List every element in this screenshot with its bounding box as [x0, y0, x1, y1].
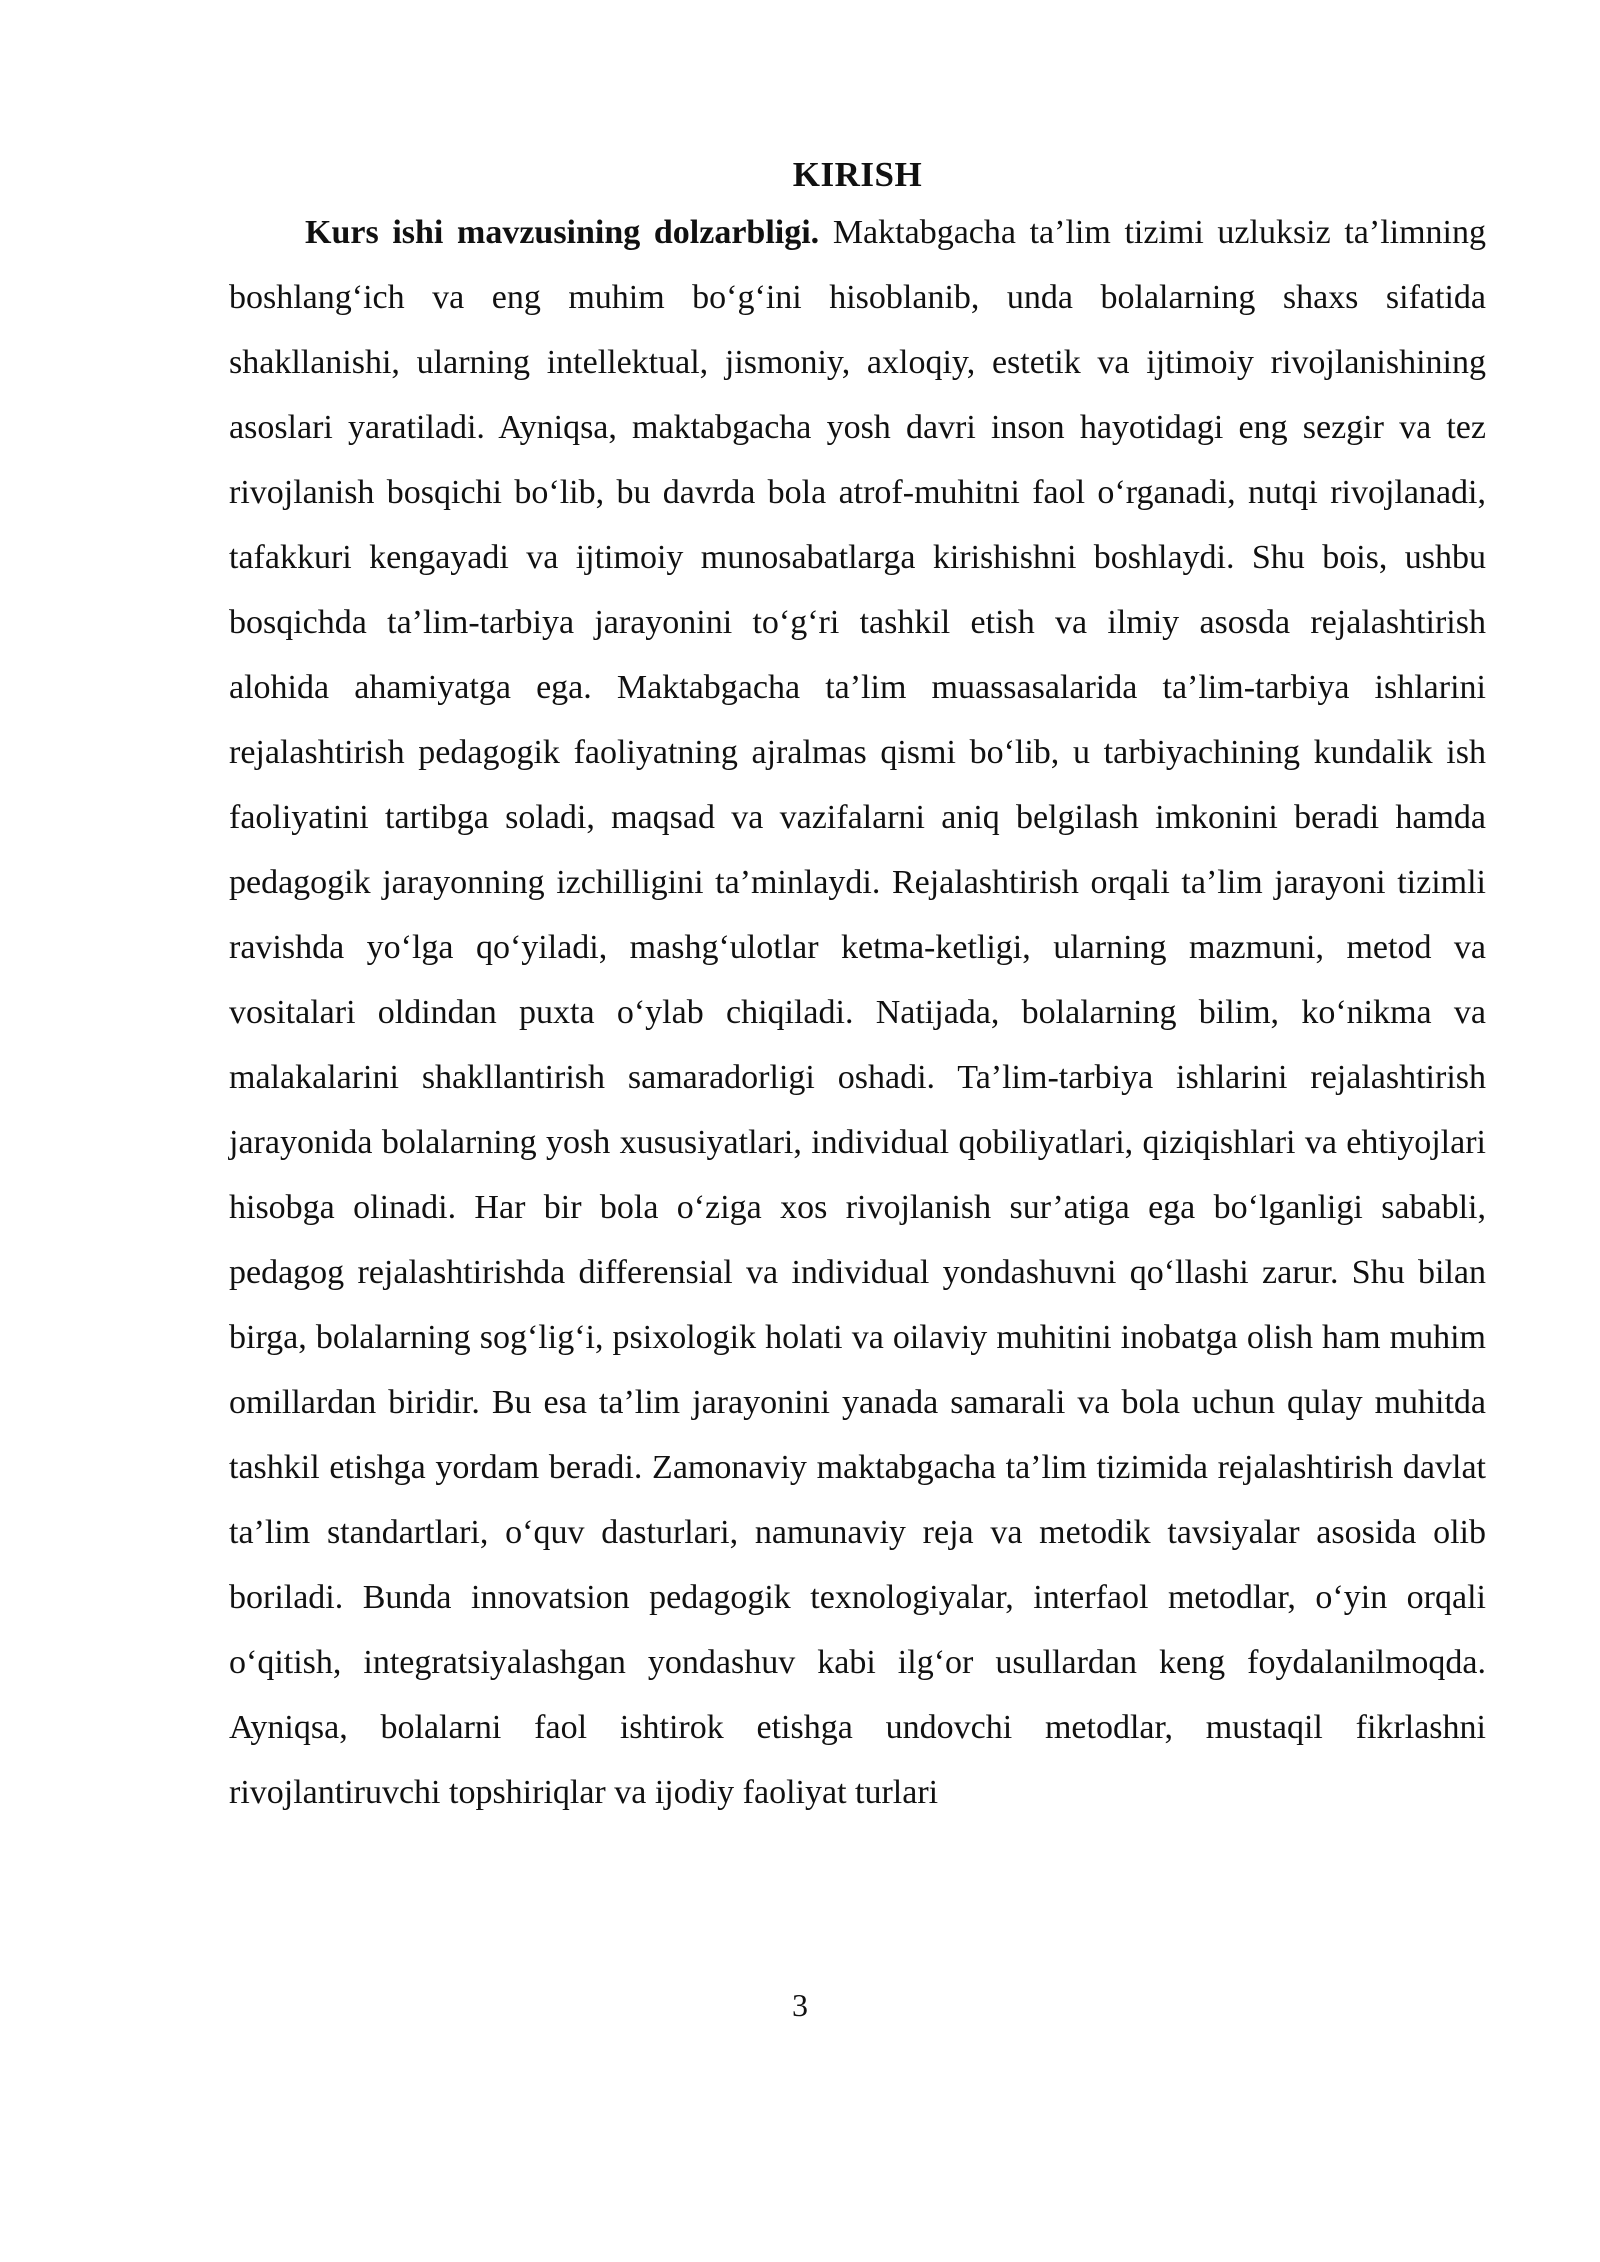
- paragraph-text: Maktabgacha ta’lim tizimi uzluksiz ta’limning boshlang‘ich va eng muhim bo‘g‘ini hisoblanib, unda bolalarning shaxs sifatida shakllanishi, ularning intellektual, jismoniy, axloqiy, estetik va ijtimoiy rivojlanishining asoslari yaratiladi. Ayniqsa, maktabgacha yosh davri inson hayotidagi eng sezgir va tez rivojlanish bosqichi bo‘lib, bu davrda bola atrof-muhitni faol o‘rganadi, nutqi rivojlanadi, tafakkuri kengayadi va ijtimoiy munosabatlarga kirishishni boshlaydi. Shu bois, ushbu bosqichda ta’lim-tarbiya jarayonini to‘g‘ri tashkil etish va ilmiy asosda rejalashtirish alohida ahamiyatga ega. Maktabgacha ta’lim muassasalarida ta’lim-tarbiya ishlarini rejalashtirish pedagogik faoliyatning ajralmas qismi bo‘lib, u tarbiyachining kundalik ish faoliyatini tartibga soladi, maqsad va vazifalarni aniq belgilash imkonini beradi hamda pedagogik jarayonning izchilligini ta’minlaydi. Rejalashtirish orqali ta’lim jarayoni tizimli ravishda yo‘lga qo‘yiladi, mashg‘ulotlar ketma-ketligi, ularning mazmuni, metod va vositalari oldindan puxta o‘ylab chiqiladi. Natijada, bolalarning bilim, ko‘nikma va malakalarini shakllantirish samaradorligi oshadi. Ta’lim-tarbiya ishlarini rejalashtirish jarayonida bolalarning yosh xususiyatlari, individual qobiliyatlari, qiziqishlari va ehtiyojlari hisobga olinadi. Har bir bola o‘ziga xos rivojlanish sur’atiga ega bo‘lganligi sababli, pedagog rejalashtirishda differensial va individual yondashuvni qo‘llashi zarur. Shu bilan birga, bolalarning sog‘lig‘i, psixologik holati va oilaviy muhitini inobatga olish ham muhim omillardan biridir. Bu esa ta’lim jarayonini yanada samarali va bola uchun qulay muhitda tashkil etishga yordam beradi. Zamonaviy maktabgacha ta’lim tizimida rejalashtirish davlat ta’lim standartlari, o‘quv dasturlari, namunaviy reja va metodik tavsiyalar asosida olib boriladi. Bunda innovatsion pedagogik texnologiyalar, interfaol metodlar, o‘yin orqali o‘qitish, integratsiyalashgan yondashuv kabi ilg‘or usullardan keng foydalanilmoqda. Ayniqsa, bolalarni faol ishtirok etishga undovchi metodlar, mustaqil fikrlashni rivojlantiruvchi topshiriqlar va ijodiy faoliyat turlari: [229, 214, 1486, 1811]
- body-paragraph: [229, 200, 1486, 1825]
- page-number: 3: [792, 1987, 808, 2023]
- paragraph-lead: Kurs ishi mavzusining dolzarbligi.: [305, 214, 820, 251]
- section-title: KIRISH: [792, 155, 923, 194]
- document-page: [229, 150, 1486, 1825]
